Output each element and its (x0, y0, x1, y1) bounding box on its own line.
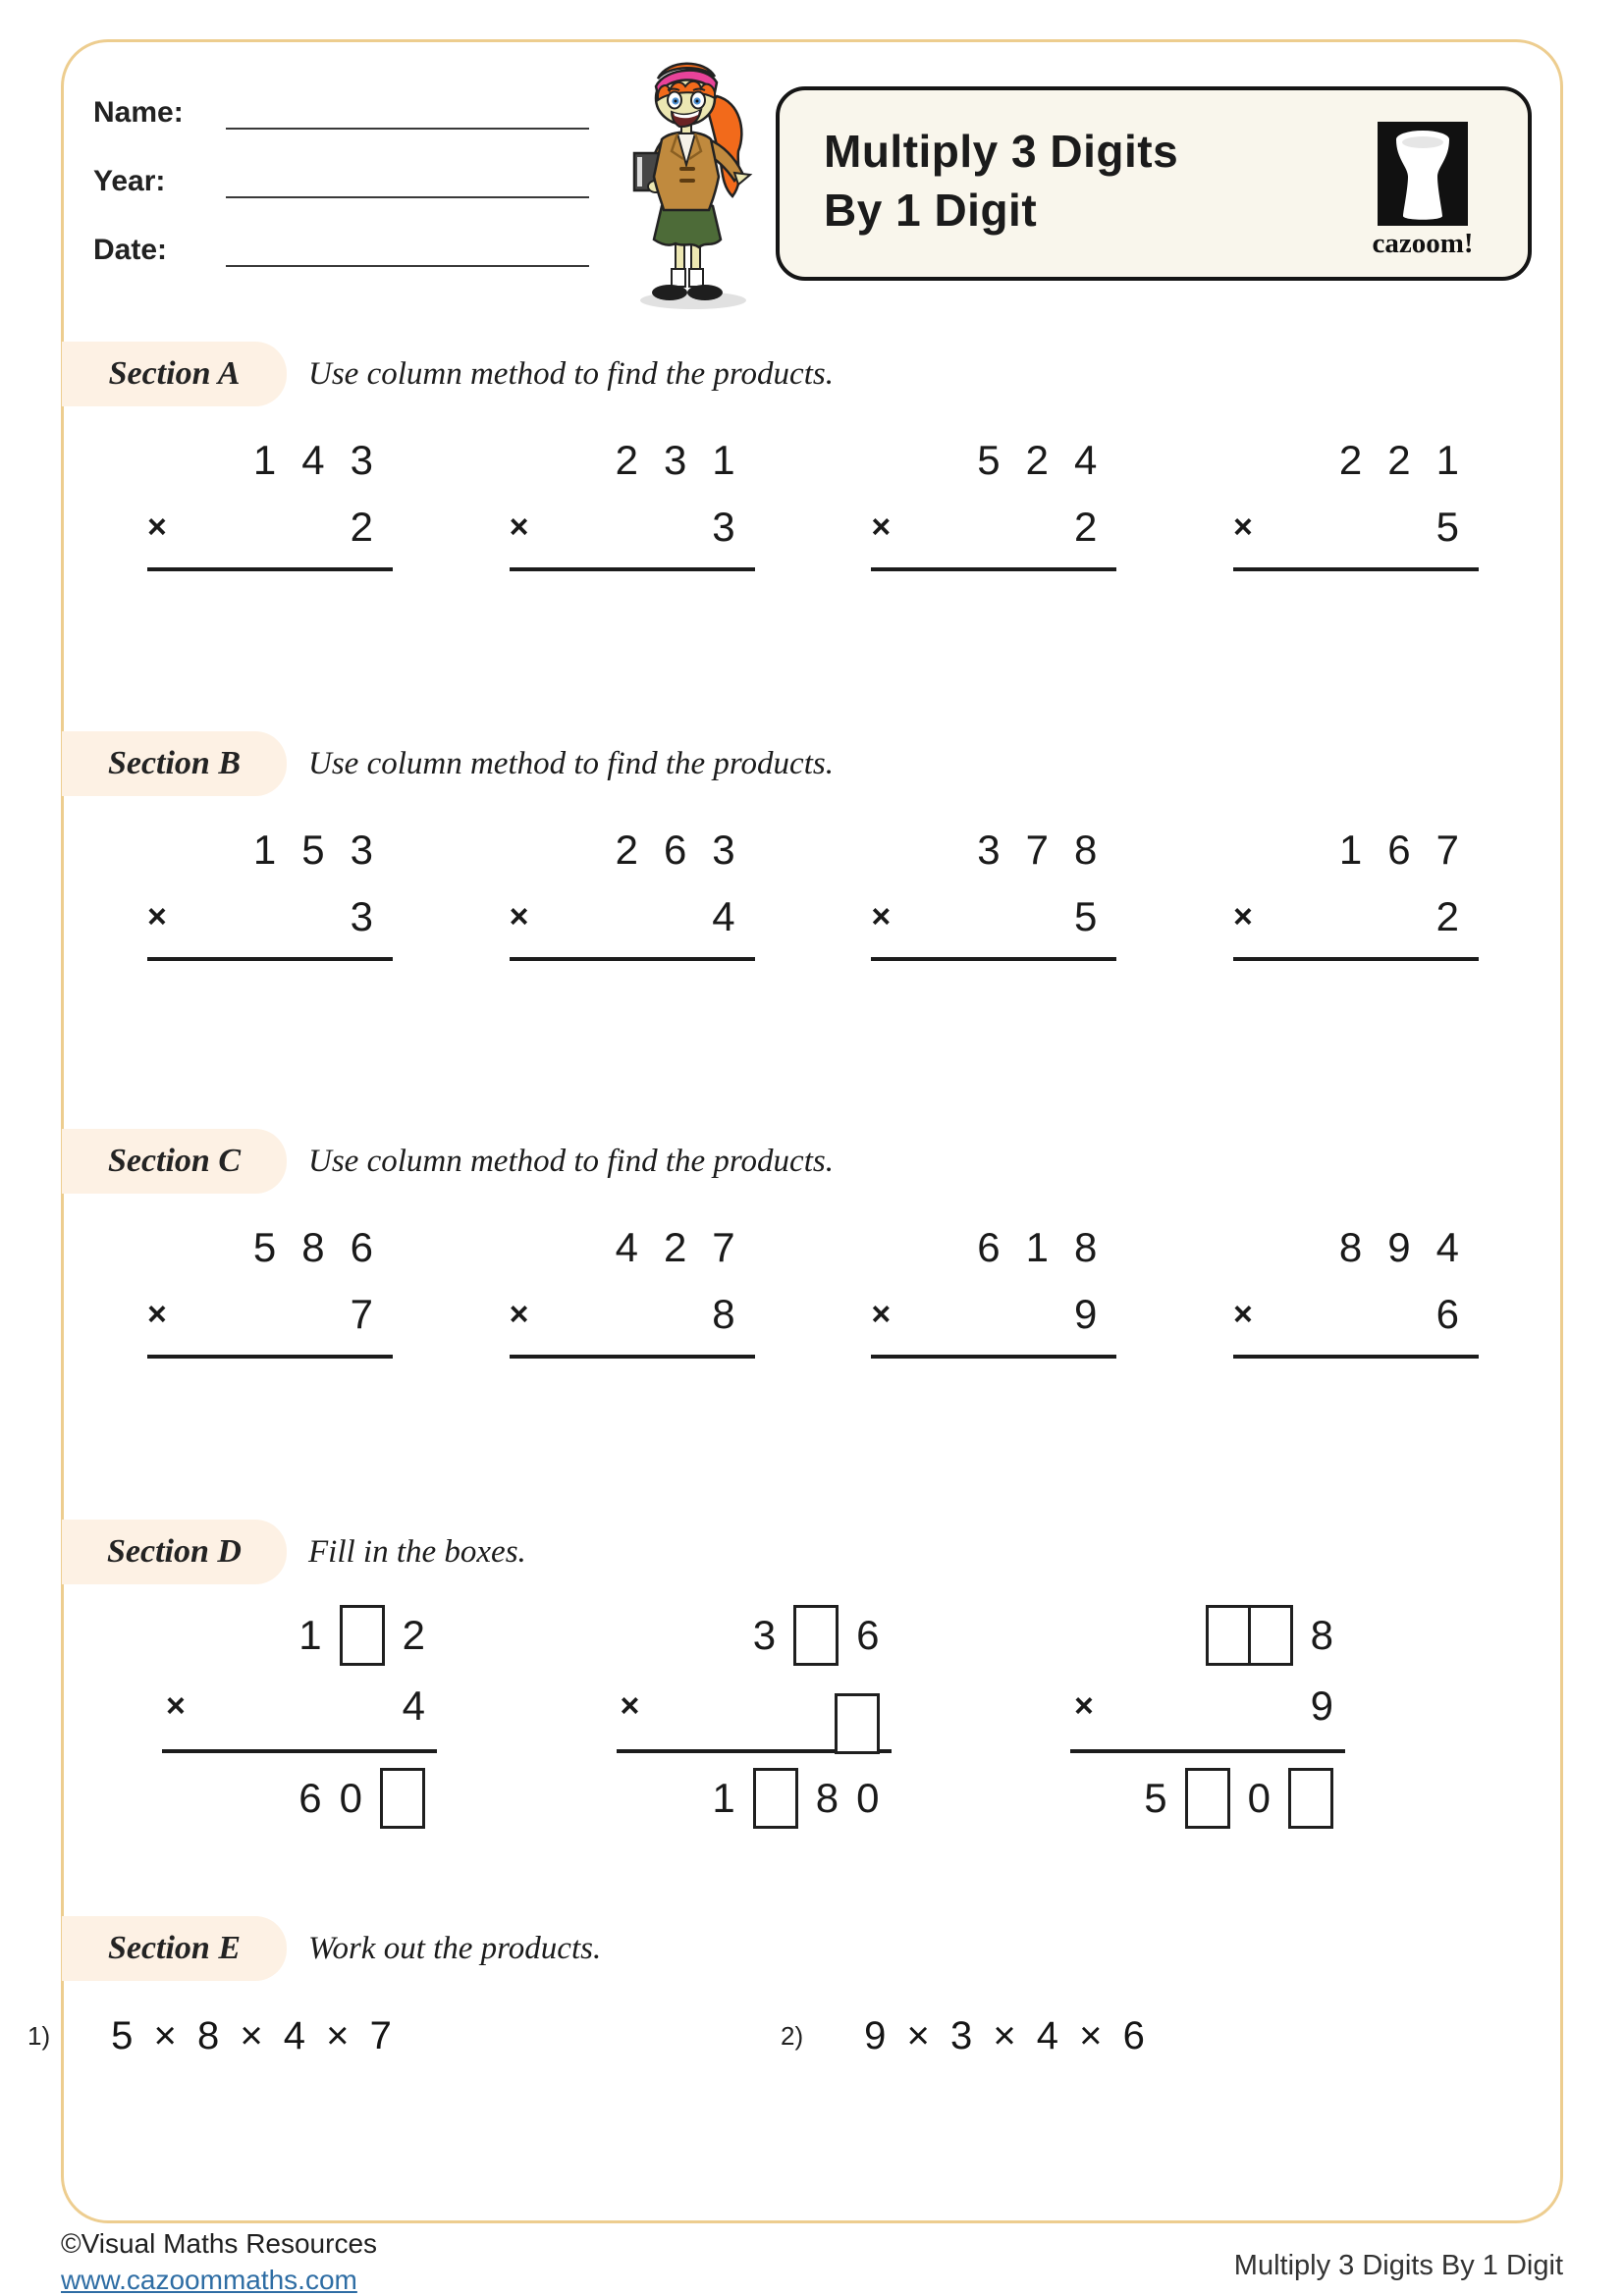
worksheet-title-box (776, 86, 1532, 281)
multiplier-digit: 5 (1435, 504, 1459, 550)
multiplier-digit: 8 (712, 1291, 735, 1337)
section-c-header (0, 1129, 1624, 1194)
multiplier-row (162, 1671, 437, 1741)
digit: 6 (350, 1224, 373, 1270)
answer-line[interactable] (147, 957, 393, 961)
digit: 2 (1387, 437, 1411, 483)
section-a-problems (147, 436, 1479, 571)
empty-box[interactable] (1185, 1768, 1230, 1829)
section-a (0, 342, 1624, 571)
product-row (617, 1763, 892, 1834)
date-input-line[interactable] (226, 234, 589, 267)
section-c-label: Section C (62, 1129, 287, 1194)
section-c-instruction: Use column method to find the products. (308, 1143, 834, 1179)
date-field-row (93, 224, 589, 267)
digit: 7 (1025, 827, 1049, 873)
worksheet-title (824, 122, 1178, 240)
name-field-row (93, 86, 589, 130)
schoolgirl-mascot-illustration (607, 49, 784, 314)
section-d-problems (162, 1600, 1345, 1834)
multiply-sign: × (166, 1686, 186, 1725)
answer-line[interactable] (147, 1355, 393, 1359)
section-d-header (0, 1520, 1624, 1584)
column-multiplication-problem (871, 436, 1116, 571)
column-multiplication-problem (510, 436, 755, 571)
multiply-sign: × (1232, 507, 1253, 546)
empty-box[interactable] (753, 1768, 798, 1829)
expression: 5 × 8 × 4 × 7 (111, 2013, 397, 2057)
year-label: Year: (93, 165, 166, 197)
digit: 3 (350, 827, 373, 873)
multiplier-digit: 2 (1073, 504, 1098, 550)
multiplicand-row (871, 826, 1116, 875)
digit: 0 (1247, 1775, 1271, 1821)
digit: 0 (339, 1775, 362, 1821)
section-c-problems (147, 1223, 1479, 1359)
expression-problem (27, 2006, 397, 2065)
section-c (0, 1129, 1624, 1359)
multiplier-row (871, 1290, 1116, 1339)
problem-number: 2) (781, 2020, 804, 2051)
fill-in-boxes-problem (162, 1600, 437, 1834)
multiply-sign: × (509, 1295, 529, 1333)
section-d (0, 1520, 1624, 1834)
multiplicand-row (147, 1223, 393, 1272)
answer-line (162, 1749, 437, 1753)
multiplier-digit: 5 (1073, 893, 1098, 939)
digit: 7 (1435, 827, 1459, 873)
multiplier-digit: 2 (1435, 893, 1459, 939)
multiplier-digit: 7 (350, 1291, 373, 1337)
problem-number: 1) (27, 2020, 51, 2051)
digit: 0 (856, 1775, 880, 1821)
empty-box[interactable] (1288, 1768, 1333, 1829)
multiply-sign: × (620, 1686, 640, 1725)
answer-line[interactable] (871, 567, 1116, 571)
empty-box[interactable] (793, 1605, 839, 1666)
digit: 8 (1310, 1612, 1333, 1658)
section-e-instruction: Work out the products. (308, 1930, 602, 1966)
cazoom-logo-text: cazoom! (1372, 228, 1474, 259)
digit: 1 (298, 1612, 322, 1658)
name-input-line[interactable] (226, 96, 589, 130)
digit: 4 (1073, 437, 1098, 483)
multiply-sign: × (147, 897, 167, 935)
section-b-instruction: Use column method to find the products. (308, 745, 834, 781)
digit: 2 (1025, 437, 1049, 483)
empty-box[interactable] (380, 1768, 425, 1829)
multiplier-row (510, 503, 755, 552)
multiplier-row (147, 1290, 393, 1339)
multiplicand-row (1233, 436, 1479, 485)
multiply-sign: × (1074, 1686, 1094, 1725)
multiplicand-row (147, 826, 393, 875)
section-a-instruction: Use column method to find the products. (308, 355, 834, 392)
digit: 7 (712, 1224, 735, 1270)
section-d-label: Section D (62, 1520, 287, 1584)
digit: 5 (977, 437, 1001, 483)
digit: 1 (252, 827, 277, 873)
multiply-sign: × (147, 507, 167, 546)
date-label: Date: (93, 234, 168, 266)
answer-line[interactable] (510, 957, 755, 961)
section-e-label: Section E (62, 1916, 287, 1981)
section-b-header (0, 731, 1624, 796)
digit: 8 (1073, 1224, 1098, 1270)
multiplicand-row (871, 1223, 1116, 1272)
empty-box[interactable] (1248, 1605, 1293, 1666)
digit: 6 (298, 1775, 322, 1821)
digit: 6 (663, 827, 687, 873)
multiplier-row (1233, 892, 1479, 941)
answer-line[interactable] (510, 567, 755, 571)
column-multiplication-problem (147, 1223, 393, 1359)
multiply-sign: × (1232, 1295, 1253, 1333)
section-b-label: Section B (62, 731, 287, 796)
column-multiplication-problem (510, 826, 755, 961)
fill-in-boxes-problem (617, 1600, 892, 1834)
digit: 2 (615, 827, 638, 873)
digit: 6 (1387, 827, 1411, 873)
multiplier-digit: 4 (712, 893, 735, 939)
answer-line[interactable] (147, 567, 393, 571)
multiply-sign: × (871, 1295, 892, 1333)
product-row (162, 1763, 437, 1834)
multiplicand-row (871, 436, 1116, 485)
digit: 3 (350, 437, 373, 483)
section-a-header (0, 342, 1624, 406)
multiply-sign: × (1232, 897, 1253, 935)
section-d-instruction: Fill in the boxes. (308, 1533, 526, 1570)
multiplier-row (1070, 1671, 1345, 1741)
digit: 4 (402, 1682, 425, 1729)
fill-in-boxes-problem (1070, 1600, 1345, 1834)
digit: 9 (1310, 1682, 1333, 1729)
multiplicand-row (162, 1600, 437, 1671)
copyright-text: ©Visual Maths Resources (61, 2228, 378, 2259)
digit: 5 (252, 1224, 277, 1270)
multiplier-row (617, 1671, 892, 1741)
section-a-label: Section A (62, 342, 287, 406)
multiply-sign: × (509, 897, 529, 935)
student-info-fields (93, 86, 589, 293)
digit: 3 (663, 437, 687, 483)
section-e-problems (0, 2006, 1624, 2085)
section-b-problems (147, 826, 1479, 961)
multiplier-row (1233, 503, 1479, 552)
multiplier-digit: 2 (350, 504, 373, 550)
digit: 1 (712, 437, 735, 483)
title-line-1: Multiply 3 Digits (824, 126, 1179, 177)
empty-box[interactable] (835, 1693, 880, 1754)
year-field-row (93, 155, 589, 198)
multiplier-row (871, 503, 1116, 552)
column-multiplication-problem (1233, 826, 1479, 961)
digit: 8 (301, 1224, 325, 1270)
column-multiplication-problem (1233, 436, 1479, 571)
digit: 1 (1338, 827, 1363, 873)
multiplier-row (510, 892, 755, 941)
footer-left (61, 2228, 377, 2296)
multiplicand-row (1070, 1600, 1345, 1671)
multiplier-digit: 6 (1435, 1291, 1459, 1337)
footer-worksheet-name: Multiply 3 Digits By 1 Digit (1233, 2250, 1563, 2281)
digit: 3 (712, 827, 735, 873)
multiplicand-row (1233, 1223, 1479, 1272)
multiply-sign: × (509, 507, 529, 546)
digit: 5 (1144, 1775, 1167, 1821)
empty-box[interactable] (340, 1605, 385, 1666)
multiplier-row (147, 503, 393, 552)
multiplicand-row (617, 1600, 892, 1671)
digit: 4 (301, 437, 325, 483)
multiplier-row (1233, 1290, 1479, 1339)
digit: 8 (1338, 1224, 1363, 1270)
multiplier-digit: 9 (1073, 1291, 1098, 1337)
digit: 3 (752, 1612, 777, 1658)
multiplier-row (147, 892, 393, 941)
digit: 2 (663, 1224, 687, 1270)
column-multiplication-problem (1233, 1223, 1479, 1359)
cazoom-logo (1359, 122, 1487, 260)
answer-line[interactable] (510, 1355, 755, 1359)
digit: 8 (1073, 827, 1098, 873)
column-multiplication-problem (871, 826, 1116, 961)
multiplicand-row (1233, 826, 1479, 875)
digit: 8 (815, 1775, 839, 1821)
year-input-line[interactable] (226, 165, 589, 198)
section-e-header (0, 1916, 1624, 1981)
digit: 6 (977, 1224, 1001, 1270)
column-multiplication-problem (147, 436, 393, 571)
digit: 1 (712, 1775, 735, 1821)
multiplier-digit: 3 (350, 893, 373, 939)
digit: 1 (252, 437, 277, 483)
multiplicand-row (510, 436, 755, 485)
multiplier-row (510, 1290, 755, 1339)
digit: 2 (615, 437, 638, 483)
digit: 3 (977, 827, 1001, 873)
cazoom-drum-icon (1378, 122, 1468, 226)
digit: 1 (1435, 437, 1459, 483)
digit: 2 (1338, 437, 1363, 483)
title-line-2: By 1 Digit (824, 185, 1038, 236)
multiplicand-row (510, 826, 755, 875)
digit: 9 (1387, 1224, 1411, 1270)
empty-box[interactable] (1206, 1605, 1251, 1666)
digit: 4 (1435, 1224, 1459, 1270)
name-label: Name: (93, 96, 184, 129)
multiplier-digit: 3 (712, 504, 735, 550)
multiplicand-row (510, 1223, 755, 1272)
column-multiplication-problem (871, 1223, 1116, 1359)
section-b (0, 731, 1624, 961)
answer-line[interactable] (1233, 567, 1479, 571)
expression-problem (781, 2006, 1150, 2065)
multiplicand-row (147, 436, 393, 485)
section-e (0, 1916, 1624, 2085)
digit: 4 (615, 1224, 638, 1270)
website-link[interactable]: www.cazoommaths.com (61, 2265, 357, 2295)
answer-line[interactable] (1233, 957, 1479, 961)
answer-line[interactable] (871, 1355, 1116, 1359)
product-row (1070, 1763, 1345, 1834)
digit: 2 (402, 1612, 425, 1658)
column-multiplication-problem (510, 1223, 755, 1359)
column-multiplication-problem (147, 826, 393, 961)
answer-line[interactable] (871, 957, 1116, 961)
digit: 5 (301, 827, 325, 873)
answer-line (1070, 1749, 1345, 1753)
expression: 9 × 3 × 4 × 6 (864, 2013, 1150, 2057)
multiply-sign: × (871, 897, 892, 935)
multiplier-row (871, 892, 1116, 941)
digit: 6 (856, 1612, 880, 1658)
digit: 1 (1025, 1224, 1049, 1270)
multiply-sign: × (871, 507, 892, 546)
multiply-sign: × (147, 1295, 167, 1333)
answer-line[interactable] (1233, 1355, 1479, 1359)
